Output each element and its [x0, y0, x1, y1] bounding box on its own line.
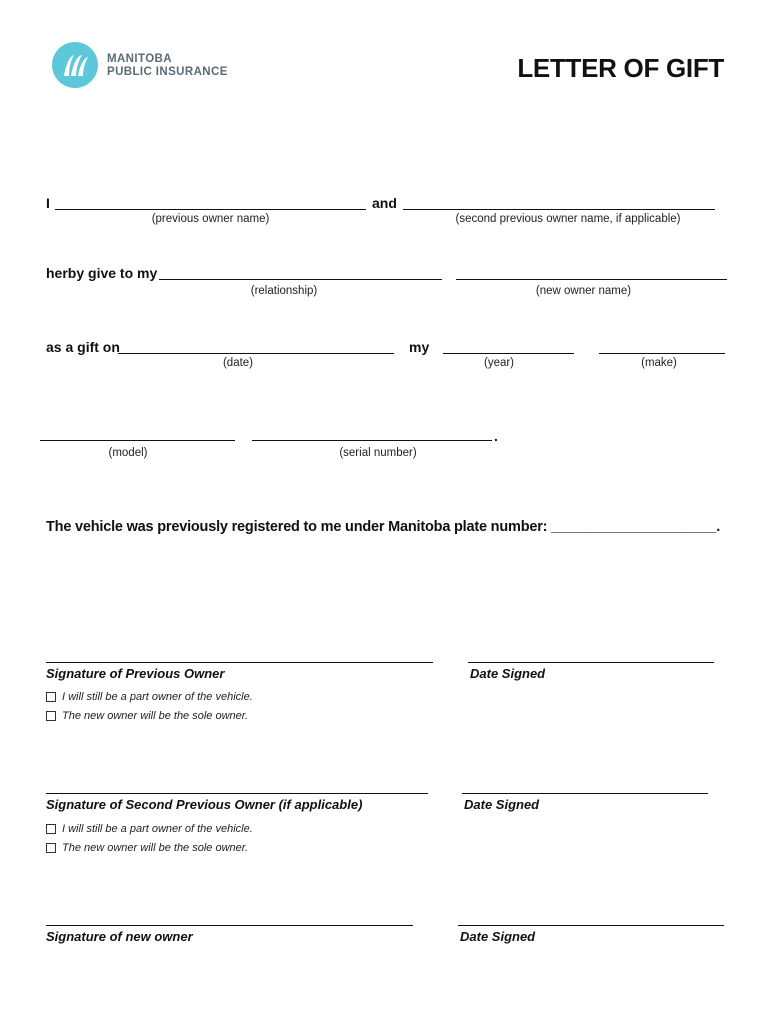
sig1-option-part-owner[interactable] — [46, 691, 253, 703]
hint-serial-number: (serial number) — [339, 447, 417, 459]
row4-period: . — [494, 428, 498, 444]
second-previous-owner-name-field[interactable] — [403, 209, 715, 210]
sig1-option-sole-owner-label: The new owner will be the sole owner. — [62, 710, 249, 722]
date-signed-new-owner-field[interactable] — [458, 925, 724, 926]
sig2-option-sole-owner-label: The new owner will be the sole owner. — [62, 842, 249, 854]
hint-relationship: (relationship) — [250, 285, 318, 297]
wave-logo-icon — [52, 42, 98, 88]
hint-second-previous-owner-name: (second previous owner name, if applicable) — [455, 213, 681, 225]
signature-new-owner-field[interactable] — [46, 925, 413, 926]
row3-prefix: as a gift on — [46, 339, 120, 355]
page-title: LETTER OF GIFT — [517, 53, 724, 83]
sig1-option-sole-owner[interactable] — [46, 710, 248, 722]
mpi-logo-mark — [52, 42, 98, 88]
logo-line-2: PUBLIC INSURANCE — [107, 66, 228, 78]
signature-previous-owner-field[interactable] — [46, 662, 433, 663]
sig2-option-part-owner[interactable] — [46, 823, 253, 835]
signature-second-previous-owner-field[interactable] — [46, 793, 428, 794]
hint-year: (year) — [483, 357, 515, 369]
serial-number-field[interactable] — [252, 440, 492, 441]
hint-model: (model) — [108, 447, 148, 459]
date-signed-label-1: Date Signed — [470, 666, 546, 681]
checkbox-icon[interactable] — [46, 711, 56, 721]
vehicle-year-field[interactable] — [443, 353, 574, 354]
date-signed-second-previous-owner-field[interactable] — [462, 793, 708, 794]
vehicle-model-field[interactable] — [40, 440, 235, 441]
checkbox-icon[interactable] — [46, 843, 56, 853]
new-owner-name-field[interactable] — [456, 279, 727, 280]
plate-number-statement: The vehicle was previously registered to me under Manitoba plate number: _____________________. — [46, 519, 721, 535]
date-signed-previous-owner-field[interactable] — [468, 662, 714, 663]
date-signed-label-2: Date Signed — [464, 797, 540, 812]
hint-previous-owner-name: (previous owner name) — [151, 213, 270, 225]
hint-new-owner-name: (new owner name) — [535, 285, 632, 297]
signature-new-owner-label: Signature of new owner — [46, 929, 193, 944]
hint-date: (date) — [222, 357, 254, 369]
relationship-field[interactable] — [159, 279, 442, 280]
signature-second-previous-owner-label: Signature of Second Previous Owner (if applicable) — [46, 797, 363, 812]
checkbox-icon[interactable] — [46, 692, 56, 702]
sig1-option-part-owner-label: I will still be a part owner of the vehicle. — [62, 691, 253, 703]
row3-joiner: my — [409, 339, 430, 355]
date-signed-label-3: Date Signed — [460, 929, 536, 944]
logo-line-1: MANITOBA — [107, 53, 172, 65]
mpi-logo — [52, 42, 252, 90]
sig2-option-sole-owner[interactable] — [46, 842, 248, 854]
hint-make: (make) — [641, 357, 677, 369]
signature-previous-owner-label: Signature of Previous Owner — [46, 666, 225, 681]
row2-prefix: herby give to my — [46, 265, 158, 281]
row1-prefix: I — [46, 195, 50, 211]
logo-wordmark — [107, 53, 228, 79]
vehicle-make-field[interactable] — [599, 353, 725, 354]
sig2-option-part-owner-label: I will still be a part owner of the vehicle. — [62, 823, 253, 835]
row1-joiner: and — [372, 195, 397, 211]
gift-date-field[interactable] — [118, 353, 394, 354]
previous-owner-name-field[interactable] — [55, 209, 366, 210]
checkbox-icon[interactable] — [46, 824, 56, 834]
